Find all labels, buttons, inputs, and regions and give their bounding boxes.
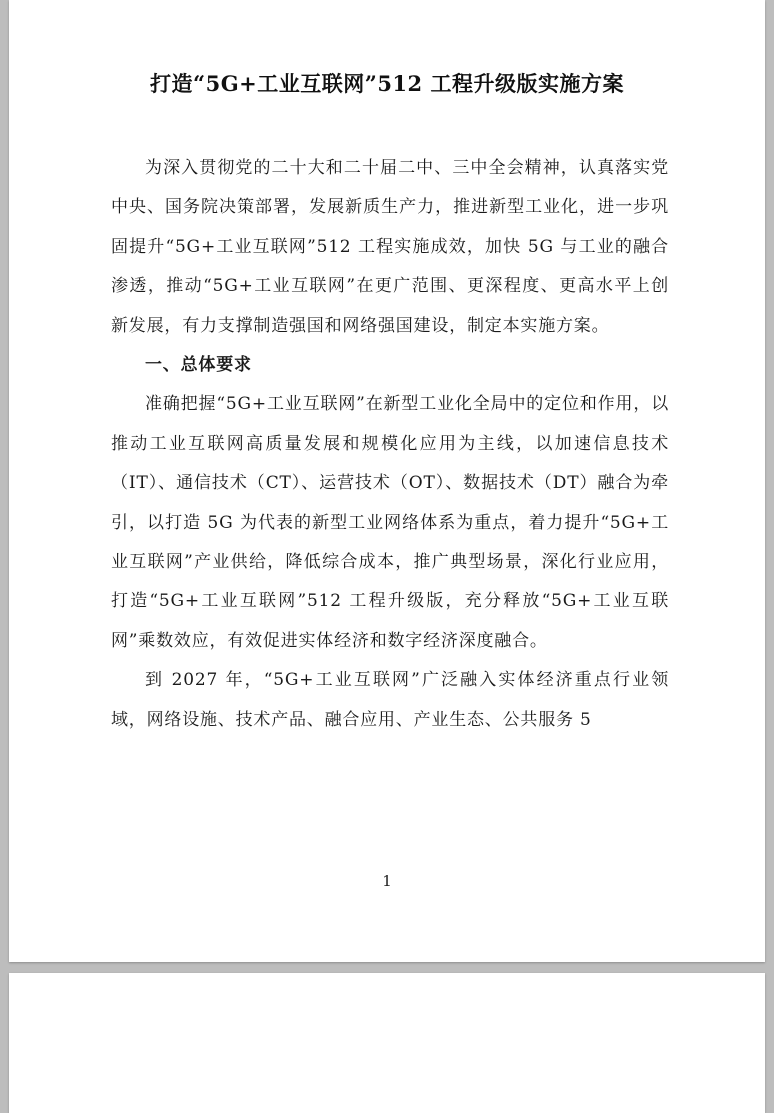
document-body	[111, 149, 669, 740]
document-title: 打造“5G+工业互联网”512 工程升级版实施方案	[150, 71, 624, 96]
document-page-1	[9, 0, 765, 962]
section-heading-general-requirements: 一、总体要求	[145, 355, 252, 376]
intro-paragraph: 为深入贯彻党的二十大和二十届二中、三中全会精神，认真落实党中央、国务院决策部署，发展新质生产力，推进新型工业化，进一步巩固提升“5G+工业互联网”512 工程实施成效，加快 5G 与工业的融合渗透，推动“5G+工业互联网”在更广范围、更深程度、更高水平上创新发展，有力支撑制造强国和网络强国建设，制定本实施方案。	[111, 158, 669, 336]
page-number: 1	[382, 872, 392, 890]
goal-2027-paragraph: 到 2027 年，“5G+工业互联网”广泛融入实体经济重点行业领域，网络设施、技术产品、融合应用、产业生态、公共服务 5	[111, 670, 669, 730]
document-page-2	[9, 973, 765, 1113]
general-requirements-paragraph: 准确把握“5G+工业互联网”在新型工业化全局中的定位和作用，以推动工业互联网高质量发展和规模化应用为主线，以加速信息技术（IT）、通信技术（CT）、运营技术（OT）、数据技术（DT）融合为牵引，以打造 5G 为代表的新型工业网络体系为重点，着力提升“5G+工业互联网”产业供给，降低综合成本，推广典型场景，深化行业应用，打造“5G+工业互联网”512 工程升级版，充分释放“5G+工业互联网”乘数效应，有效促进实体经济和数字经济深度融合。	[111, 394, 669, 651]
